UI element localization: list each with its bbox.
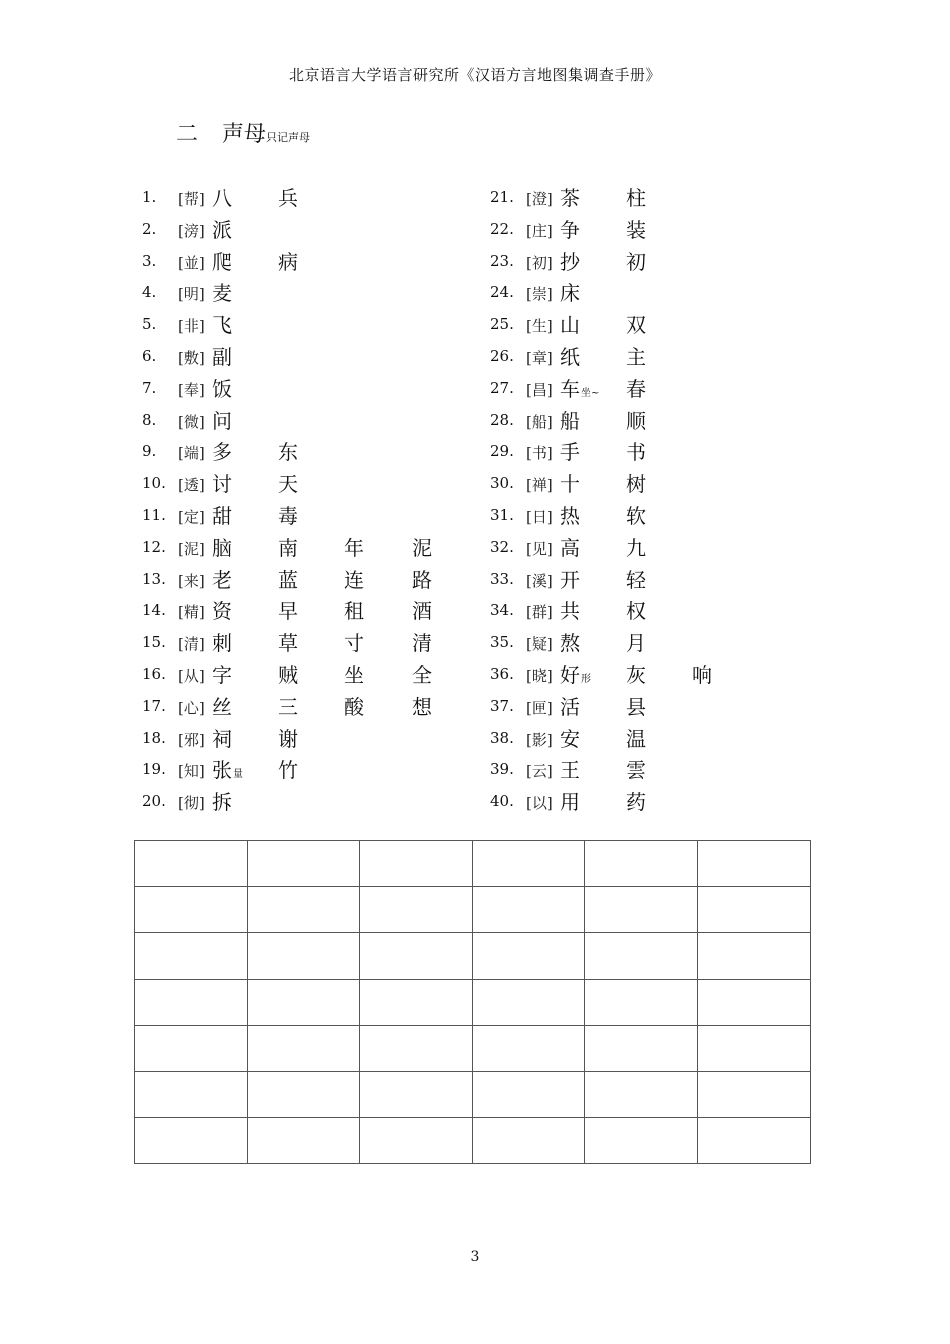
item-number: 13. <box>142 569 166 588</box>
item-number: 19. <box>142 760 166 779</box>
example-character: 张量 <box>212 758 243 783</box>
example-character: 八 <box>212 186 232 210</box>
table-cell[interactable] <box>585 1071 698 1117</box>
item-number: 25. <box>490 315 514 334</box>
character-note: 形 <box>581 673 591 685</box>
list-item <box>142 277 502 309</box>
example-character: 茶 <box>560 186 580 210</box>
example-character: 安 <box>560 726 580 751</box>
item-number: 35. <box>490 633 514 652</box>
item-number: 33. <box>490 569 514 588</box>
list-item <box>490 754 850 786</box>
item-number: 4. <box>142 283 157 302</box>
item-number: 39. <box>490 760 514 779</box>
table-cell[interactable] <box>472 1071 585 1117</box>
example-character: 温 <box>626 726 646 751</box>
example-character: 三 <box>278 694 298 719</box>
example-character: 想 <box>412 694 432 719</box>
list-item <box>142 468 502 500</box>
table-row <box>135 979 811 1025</box>
table-row <box>135 887 811 933</box>
item-number: 23. <box>490 251 514 270</box>
example-character: 双 <box>626 313 646 338</box>
list-item <box>490 786 850 818</box>
initial-label: [昌] <box>526 380 553 399</box>
example-character: 纸 <box>560 344 580 369</box>
table-cell[interactable] <box>360 933 473 979</box>
example-character: 刺 <box>212 631 232 656</box>
table-cell[interactable] <box>360 1118 473 1164</box>
list-item <box>142 405 502 437</box>
list-item <box>142 564 502 596</box>
example-character: 初 <box>626 249 646 274</box>
section-heading: 声母 <box>222 122 267 147</box>
example-character: 热 <box>560 503 580 528</box>
list-item <box>490 691 850 723</box>
example-character: 软 <box>626 503 646 528</box>
item-number: 10. <box>142 474 166 493</box>
table-cell[interactable] <box>247 979 360 1025</box>
item-number: 3. <box>142 251 157 270</box>
item-number: 17. <box>142 696 166 715</box>
item-number: 28. <box>490 410 514 429</box>
example-character: 王 <box>560 758 580 783</box>
table-cell[interactable] <box>135 979 248 1025</box>
list-item <box>490 436 850 468</box>
example-character: 树 <box>626 472 646 497</box>
list-item <box>142 754 502 786</box>
table-cell[interactable] <box>360 841 473 887</box>
example-character: 手 <box>560 440 580 465</box>
table-cell[interactable] <box>697 887 810 933</box>
example-character: 东 <box>278 440 298 465</box>
example-character: 书 <box>626 440 646 465</box>
list-item <box>490 500 850 532</box>
example-character: 春 <box>626 376 646 401</box>
example-character: 床 <box>560 281 580 306</box>
table-cell[interactable] <box>472 887 585 933</box>
list-item <box>142 723 502 755</box>
example-character: 竹 <box>278 758 298 783</box>
example-character: 字 <box>212 662 232 687</box>
table-cell[interactable] <box>697 841 810 887</box>
table-row <box>135 1025 811 1071</box>
initial-label: [从] <box>178 666 205 685</box>
item-number: 14. <box>142 601 166 620</box>
table-cell[interactable] <box>135 841 248 887</box>
list-item <box>142 786 502 818</box>
example-character: 抄 <box>560 249 580 274</box>
example-character: 草 <box>278 631 298 656</box>
character-note: 量 <box>233 769 243 781</box>
item-number: 37. <box>490 696 514 715</box>
list-item <box>142 341 502 373</box>
example-character: 饭 <box>212 376 232 401</box>
example-character: 兵 <box>278 186 298 210</box>
example-character: 雲 <box>626 758 646 783</box>
list-item <box>490 309 850 341</box>
example-character: 天 <box>278 472 298 497</box>
initial-label: [彻] <box>178 794 205 813</box>
example-character: 九 <box>626 535 646 560</box>
initial-label: [澄] <box>526 190 553 208</box>
table-cell[interactable] <box>135 1071 248 1117</box>
example-character: 船 <box>560 408 580 433</box>
table-row <box>135 1071 811 1117</box>
answer-table <box>134 840 811 1164</box>
list-item <box>142 627 502 659</box>
section-title <box>176 117 310 147</box>
example-character: 灰 <box>626 662 646 687</box>
table-cell[interactable] <box>697 1025 810 1071</box>
table-row <box>135 933 811 979</box>
table-cell[interactable] <box>697 933 810 979</box>
list-item <box>142 691 502 723</box>
item-number: 26. <box>490 346 514 365</box>
list-item <box>142 595 502 627</box>
table-cell[interactable] <box>697 1071 810 1117</box>
list-item <box>490 277 850 309</box>
initial-label: [书] <box>526 444 553 463</box>
example-character: 权 <box>626 599 646 624</box>
item-number: 11. <box>142 505 166 524</box>
table-row <box>135 1118 811 1164</box>
example-character: 县 <box>626 694 646 719</box>
item-number: 32. <box>490 537 514 556</box>
item-number: 20. <box>142 792 166 811</box>
item-number: 31. <box>490 505 514 524</box>
table-cell[interactable] <box>360 1071 473 1117</box>
table-cell[interactable] <box>472 933 585 979</box>
initial-label: [敷] <box>178 348 205 367</box>
initial-label: [奉] <box>178 380 205 399</box>
example-character: 泥 <box>412 535 432 560</box>
table-cell[interactable] <box>360 887 473 933</box>
example-character: 资 <box>212 599 232 624</box>
table-cell[interactable] <box>247 1071 360 1117</box>
initial-label: [日] <box>526 507 553 526</box>
character-note: 坐~ <box>581 387 600 399</box>
initial-label: [以] <box>526 794 553 813</box>
initial-label: [微] <box>178 412 205 431</box>
example-character: 丝 <box>212 694 232 719</box>
list-item <box>490 595 850 627</box>
example-character: 酸 <box>344 694 364 719</box>
list-item <box>142 373 502 405</box>
initial-label: [端] <box>178 444 205 463</box>
list-item <box>142 246 502 278</box>
table-cell[interactable] <box>472 1025 585 1071</box>
example-character: 副 <box>212 344 232 369</box>
example-character: 共 <box>560 599 580 624</box>
table-cell[interactable] <box>247 1118 360 1164</box>
item-number: 9. <box>142 442 157 461</box>
example-character: 开 <box>560 567 580 592</box>
table-cell[interactable] <box>247 1025 360 1071</box>
item-number: 27. <box>490 378 514 397</box>
list-item <box>490 468 850 500</box>
initial-label: [泥] <box>178 539 205 558</box>
table-cell[interactable] <box>135 933 248 979</box>
initials-list-left <box>142 182 502 818</box>
example-character: 山 <box>560 313 580 338</box>
initial-label: [滂] <box>178 221 205 240</box>
initial-label: [生] <box>526 317 553 336</box>
table-cell[interactable] <box>247 841 360 887</box>
page-number: 3 <box>470 1249 480 1265</box>
example-character: 熬 <box>560 631 580 656</box>
item-number: 1. <box>142 188 157 206</box>
example-character: 轻 <box>626 567 646 592</box>
list-item <box>142 214 502 246</box>
initial-label: [知] <box>178 762 205 781</box>
example-character: 拆 <box>212 790 232 815</box>
initial-label: [章] <box>526 348 553 367</box>
item-number: 8. <box>142 410 157 429</box>
table-row <box>135 841 811 887</box>
initial-label: [心] <box>178 698 205 717</box>
example-character: 酒 <box>412 599 432 624</box>
initial-label: [溪] <box>526 571 553 590</box>
list-item <box>490 341 850 373</box>
list-item <box>490 532 850 564</box>
example-character: 车坐~ <box>560 376 600 401</box>
item-number: 15. <box>142 633 166 652</box>
initial-label: [晓] <box>526 666 553 685</box>
initial-label: [见] <box>526 539 553 558</box>
example-character: 装 <box>626 217 646 242</box>
item-number: 5. <box>142 315 157 334</box>
initial-label: [匣] <box>526 698 553 717</box>
example-character: 谢 <box>278 726 298 751</box>
example-character: 十 <box>560 472 580 497</box>
example-character: 寸 <box>344 631 364 656</box>
initial-label: [帮] <box>178 190 205 208</box>
item-number: 38. <box>490 728 514 747</box>
table-cell[interactable] <box>585 1118 698 1164</box>
list-item <box>142 659 502 691</box>
table-cell[interactable] <box>135 1118 248 1164</box>
example-character: 老 <box>212 567 232 592</box>
example-character: 柱 <box>626 186 646 210</box>
table-cell[interactable] <box>585 933 698 979</box>
item-number: 21. <box>490 188 514 206</box>
example-character: 脑 <box>212 535 232 560</box>
example-character: 麦 <box>212 281 232 306</box>
example-character: 问 <box>212 408 232 433</box>
example-character: 爬 <box>212 249 232 274</box>
example-character: 坐 <box>344 662 364 687</box>
initial-label: [定] <box>178 507 205 526</box>
list-item <box>142 436 502 468</box>
initial-label: [初] <box>526 253 553 272</box>
example-character: 南 <box>278 535 298 560</box>
example-character: 飞 <box>212 313 232 338</box>
list-item <box>490 659 850 691</box>
item-number: 6. <box>142 346 157 365</box>
table-cell[interactable] <box>472 979 585 1025</box>
example-character: 病 <box>278 249 298 274</box>
example-character: 活 <box>560 694 580 719</box>
table-cell[interactable] <box>360 979 473 1025</box>
table-cell[interactable] <box>135 887 248 933</box>
initial-label: [船] <box>526 412 553 431</box>
example-character: 药 <box>626 790 646 815</box>
item-number: 2. <box>142 219 157 238</box>
table-cell[interactable] <box>135 1025 248 1071</box>
example-character: 顺 <box>626 408 646 433</box>
list-item <box>142 500 502 532</box>
example-character: 路 <box>412 567 432 592</box>
initial-label: [崇] <box>526 285 553 304</box>
item-number: 16. <box>142 664 166 683</box>
item-number: 36. <box>490 664 514 683</box>
example-character: 租 <box>344 599 364 624</box>
example-character: 早 <box>278 599 298 624</box>
example-character: 响 <box>692 662 712 687</box>
initial-label: [透] <box>178 476 205 495</box>
list-item <box>142 309 502 341</box>
list-item <box>490 564 850 596</box>
item-number: 22. <box>490 219 514 238</box>
initial-label: [邪] <box>178 730 205 749</box>
table-cell[interactable] <box>585 1025 698 1071</box>
list-item <box>490 723 850 755</box>
initial-label: [精] <box>178 603 205 622</box>
example-character: 年 <box>344 535 364 560</box>
item-number: 40. <box>490 792 514 811</box>
initial-label: [来] <box>178 571 205 590</box>
running-header: 北京语言大学语言研究所《汉语方言地图集调查手册》 <box>288 66 661 84</box>
initials-list-right <box>490 182 850 818</box>
initial-label: [清] <box>178 635 205 654</box>
list-item <box>142 182 502 214</box>
table-cell[interactable] <box>472 841 585 887</box>
initial-label: [明] <box>178 285 205 304</box>
table-cell[interactable] <box>247 933 360 979</box>
list-item <box>490 373 850 405</box>
table-cell[interactable] <box>247 887 360 933</box>
item-number: 18. <box>142 728 166 747</box>
initial-label: [影] <box>526 730 553 749</box>
example-character: 祠 <box>212 726 232 751</box>
initial-label: [疑] <box>526 635 553 654</box>
table-cell[interactable] <box>360 1025 473 1071</box>
example-character: 好形 <box>560 662 591 687</box>
example-character: 争 <box>560 217 580 242</box>
example-character: 高 <box>560 535 580 560</box>
example-character: 清 <box>412 631 432 656</box>
example-character: 贼 <box>278 662 298 687</box>
item-number: 7. <box>142 378 157 397</box>
example-character: 多 <box>212 440 232 465</box>
example-character: 主 <box>626 344 646 369</box>
example-character: 连 <box>344 567 364 592</box>
example-character: 派 <box>212 217 232 242</box>
item-number: 12. <box>142 537 166 556</box>
example-character: 用 <box>560 790 580 815</box>
example-character: 甜 <box>212 503 232 528</box>
initial-label: [云] <box>526 762 553 781</box>
initial-label: [並] <box>178 253 205 272</box>
table-cell[interactable] <box>585 841 698 887</box>
example-character: 讨 <box>212 472 232 497</box>
list-item <box>142 532 502 564</box>
list-item <box>490 182 850 214</box>
item-number: 29. <box>490 442 514 461</box>
initial-label: [庄] <box>526 221 553 240</box>
item-number: 30. <box>490 474 514 493</box>
list-item <box>490 627 850 659</box>
example-character: 月 <box>626 631 646 656</box>
list-item <box>490 214 850 246</box>
list-item <box>490 405 850 437</box>
section-note: 只记声母 <box>266 131 311 144</box>
list-item <box>490 246 850 278</box>
table-cell[interactable] <box>585 887 698 933</box>
table-cell[interactable] <box>585 979 698 1025</box>
item-number: 34. <box>490 601 514 620</box>
table-cell[interactable] <box>697 979 810 1025</box>
item-number: 24. <box>490 283 514 302</box>
example-character: 全 <box>412 662 432 687</box>
table-cell[interactable] <box>697 1118 810 1164</box>
table-cell[interactable] <box>472 1118 585 1164</box>
example-character: 蓝 <box>278 567 298 592</box>
example-character: 毒 <box>278 503 298 528</box>
initial-label: [禅] <box>526 476 553 495</box>
initial-label: [非] <box>178 317 205 336</box>
initial-label: [群] <box>526 603 553 622</box>
section-number: 二 <box>176 122 199 147</box>
